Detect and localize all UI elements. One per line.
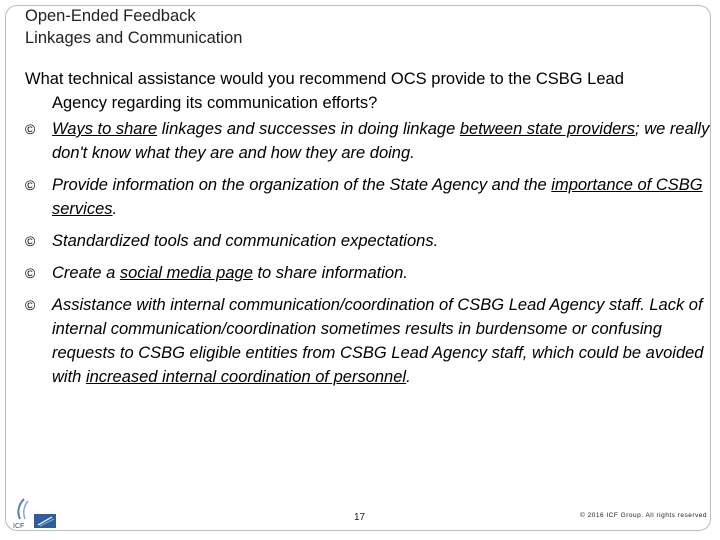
- title-line-2: Linkages and Communication: [25, 29, 243, 47]
- underlined-phrase: Ways to share: [52, 120, 158, 138]
- bullet-marker: ©: [25, 265, 36, 281]
- underlined-phrase: importance of CSBG services: [52, 176, 703, 218]
- underlined-phrase: social media page: [119, 264, 253, 282]
- item-text: linkages and successes in doing linkage: [157, 120, 460, 138]
- item-text: Assistance with internal communication/coordination of CSBG Lead Agency staff. Lack of internal communication/coordination sometimes results in burdensome or confusing requests to CSBG eligible entities from CSBG Lead Agency staff, which could be avoided with: [52, 296, 704, 386]
- question-line-2: Agency regarding its communication efforts?: [52, 94, 378, 112]
- feedback-item: [25, 173, 710, 221]
- question-line-1: What technical assistance would you recommend OCS provide to the CSBG Lead: [25, 70, 624, 88]
- item-text: .: [112, 200, 118, 218]
- feedback-list: [25, 117, 710, 389]
- item-text: .: [406, 368, 411, 386]
- feedback-item: [25, 293, 710, 389]
- copyright-notice: © 2016 ICF Group. All rights reserved: [580, 512, 707, 519]
- underlined-phrase: increased internal coordination of personnel: [85, 368, 407, 386]
- question-text: [25, 67, 695, 115]
- page-number: 17: [354, 512, 366, 523]
- item-text: Create a: [52, 264, 120, 282]
- feedback-item: [25, 229, 710, 253]
- item-text: to share information.: [252, 264, 408, 282]
- title-line-1: Open-Ended Feedback: [25, 7, 196, 25]
- item-text: Standardized tools and communication expectations.: [52, 232, 439, 250]
- bullet-marker: ©: [25, 177, 36, 193]
- feedback-item: [25, 117, 710, 165]
- bullet-marker: ©: [25, 297, 36, 313]
- underlined-phrase: between state providers: [459, 120, 636, 138]
- icf-logo: [10, 497, 58, 531]
- slide-title: [25, 5, 242, 49]
- bullet-marker: ©: [25, 121, 36, 137]
- item-text: Provide information on the organization of the State Agency and the: [52, 176, 552, 194]
- bullet-marker: ©: [25, 233, 36, 249]
- item-text: ; we really don't know what they are and how they are doing.: [52, 120, 710, 162]
- feedback-item: [25, 261, 710, 285]
- logo-wordmark: ICF: [13, 523, 25, 530]
